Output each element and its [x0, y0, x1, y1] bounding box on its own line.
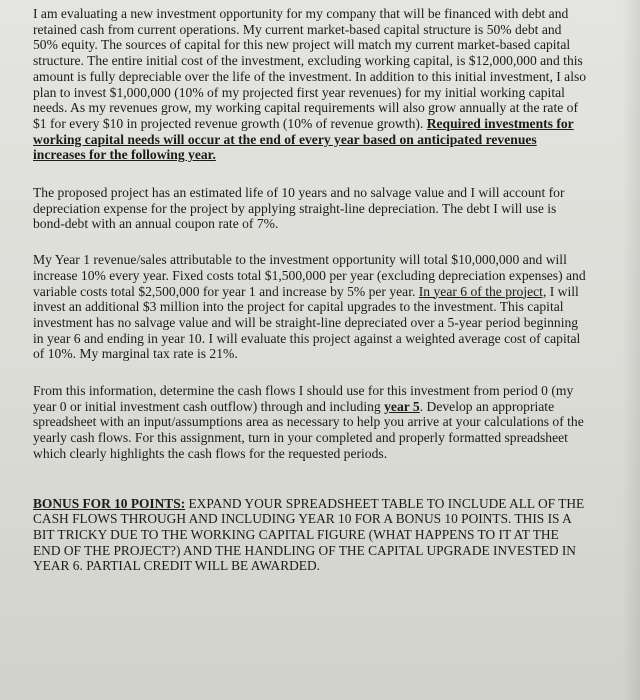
paragraph-text: My Year 1 revenue/sales attributable to the investment opportunity will total $10,000,000 and will increase 10% every year. Fixed costs total $1,500,000 per year (excluding depreciation expenses) and variable costs total $2,500,000 for year 1 and increase by 5% per year. — [33, 252, 586, 299]
paragraph-bonus — [33, 496, 588, 575]
year-6-underline: In year 6 of the project, — [418, 283, 547, 299]
paragraph-capital-structure — [33, 6, 588, 163]
paragraph-text: I am evaluating a new investment opportunity for my company that will be financed with debt and retained cash from current operations. My current market-based capital structure is 50% debt and 50% equity. The sources of capital for this new project will match my current market-based capital structure. The entire initial cost of the investment, excluding working capital, is $12,000,000 and this amount is fully depreciable over the life of the investment. In addition to this initial investment, I also plan to invest $1,000,000 (10% of my projected first year revenues) for my initial working capital needs. As my revenues grow, my working capital requirements will also grow annually at the rate of $1 for every $10 in projected revenue growth (10% of revenue growth). — [33, 6, 587, 131]
year-5-underline: year 5 — [384, 398, 420, 414]
paragraph-assignment — [33, 383, 588, 462]
paragraph-text: . Develop an appropriate spreadsheet with an input/assumptions area as necessary to help you arrive at your calculations of the yearly cash flows. For this assignment, turn in your completed and properly formatted spreadsheet which clearly highlights the cash flows for the requested periods. — [33, 398, 584, 461]
paragraph-text: From this information, determine the cash flows I should use for this investment from period 0 (my year 0 or initial investment cash outflow) through and including — [33, 383, 574, 414]
paragraph-revenue-costs — [33, 252, 588, 362]
paragraph-project-life: The proposed project has an estimated life of 10 years and no salvage value and I will account for depreciation expense for the project by applying straight-line depreciation. The debt I will use is bond-debt with an annual coupon rate of 7%. — [33, 185, 565, 232]
working-capital-emphasis: Required investments for working capital needs will occur at the end of every year based on anticipated revenues increases for the following year. — [33, 115, 574, 163]
paragraph-text: I will invest an additional $3 million into the project for capital upgrades to the investment. This capital investment has no salvage value and will be straight-line depreciated over a 5-year period beginning in year 6 and ending in year 10. I will evaluate this project against a weighted average cost of capital of 10%. My marginal tax rate is 21%. — [33, 283, 581, 362]
bonus-heading: BONUS FOR 10 POINTS: — [33, 495, 186, 511]
paragraph-text: EXPAND YOUR SPREADSHEET TABLE TO INCLUDE ALL OF THE CASH FLOWS THROUGH AND INCLUDING YEAR 10 FOR A BONUS 10 POINTS. THIS IS A BIT TRICKY DUE TO THE WORKING CAPITAL FIGURE (WHAT HAPPENS TO IT AT THE END OF THE PROJECT?) AND THE HANDLING OF THE CAPITAL UPGRADE INVESTED IN YEAR 6. PARTIAL CREDIT WILL BE AWARDED. — [33, 495, 585, 574]
